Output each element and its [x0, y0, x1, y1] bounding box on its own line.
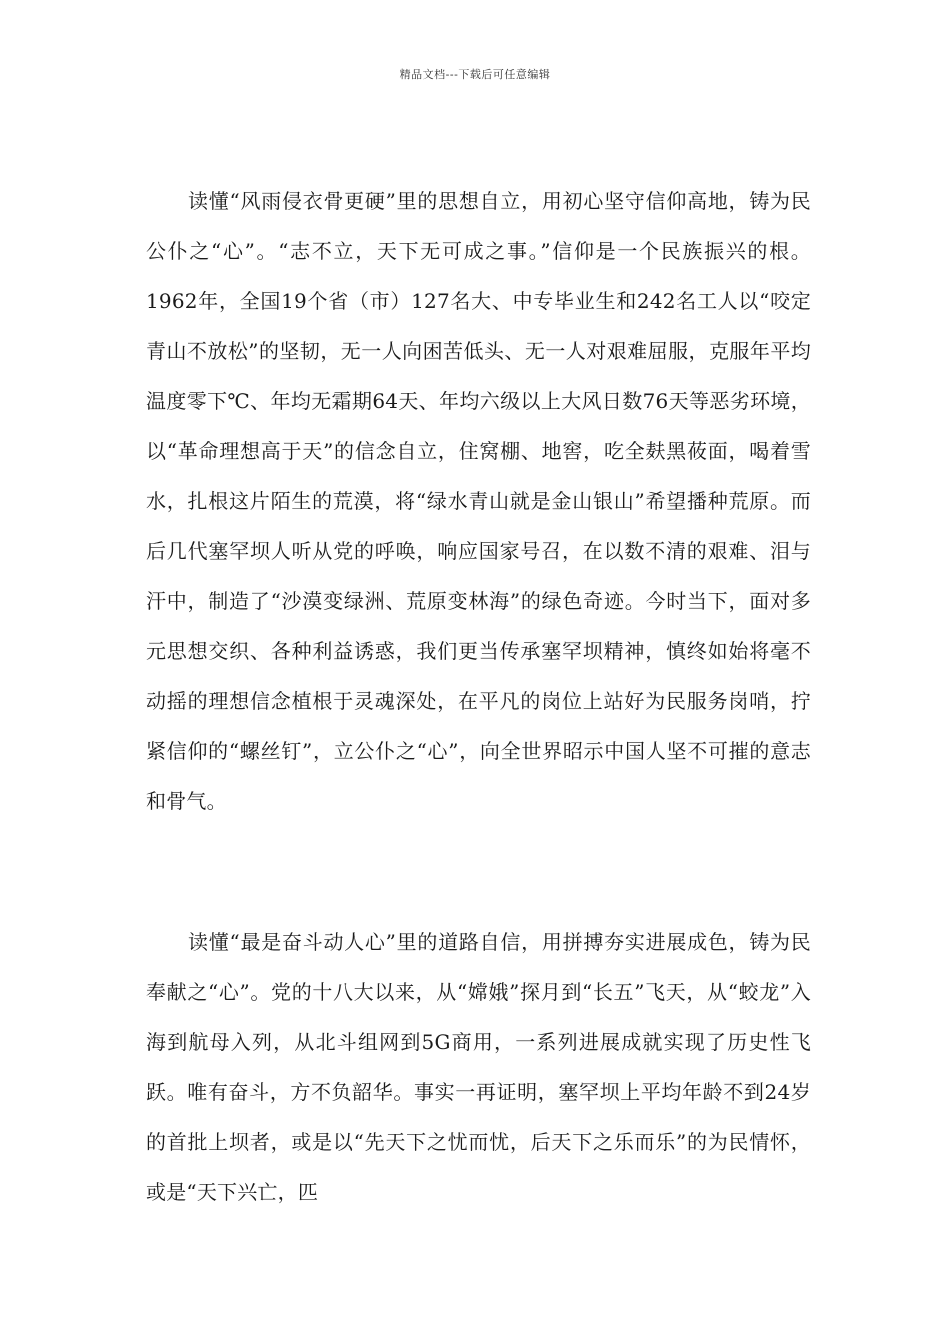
- paragraph-2: 读懂“最是奋斗动人心”里的道路自信，用拼搏夯实进展成色，铸为民奉献之“心”。党的十八大以来，从“嫦娥”探月到“长五”飞天，从“蛟龙”入海到航母入列，从北斗组网到5G商用，一系列进展成就实现了历史性飞跃。唯有奋斗，方不负韶华。事实一再证明，塞罕坝上平均年龄不到24岁的首批上坝者，或是以“先天下之忧而忧，后天下之乐而乐”的为民情怀，或是“天下兴亡，匹: [146, 930, 811, 1204]
- paragraph-1: 读懂“风雨侵衣骨更硬”里的思想自立，用初心坚守信仰高地，铸为民公仆之“心”。“志不立，天下无可成之事。”信仰是一个民族振兴的根。1962年，全国19个省（市）127名大、中专毕业生和242名工人以“咬定青山不放松”的坚韧，无一人向困苦低头、无一人对艰难屈服，克服年平均温度零下℃、年均无霜期64天、年均六级以上大风日数76天等恶劣环境，以“革命理想高于天”的信念自立，住窝棚、地窖，吃全麸黑莜面，喝着雪水，扎根这片陌生的荒漠，将“绿水青山就是金山银山”希望播种荒原。而后几代塞罕坝人听从党的呼唤，响应国家号召，在以数不清的艰难、泪与汗中，制造了“沙漠变绿洲、荒原变林海”的绿色奇迹。今时当下，面对多元思想交织、各种利益诱惑，我们更当传承塞罕坝精神，慎终如始将毫不动摇的理想信念植根于灵魂深处，在平凡的岗位上站好为民服务岗哨，拧紧信仰的“螺丝钉”，立公仆之“心”，向全世界昭示中国人坚不可摧的意志和骨气。: [146, 189, 811, 813]
- paragraph-block-2: [146, 917, 811, 1217]
- page-header: 精品文档---下载后可任意编辑: [399, 68, 551, 81]
- paragraph-block-1: [146, 176, 811, 826]
